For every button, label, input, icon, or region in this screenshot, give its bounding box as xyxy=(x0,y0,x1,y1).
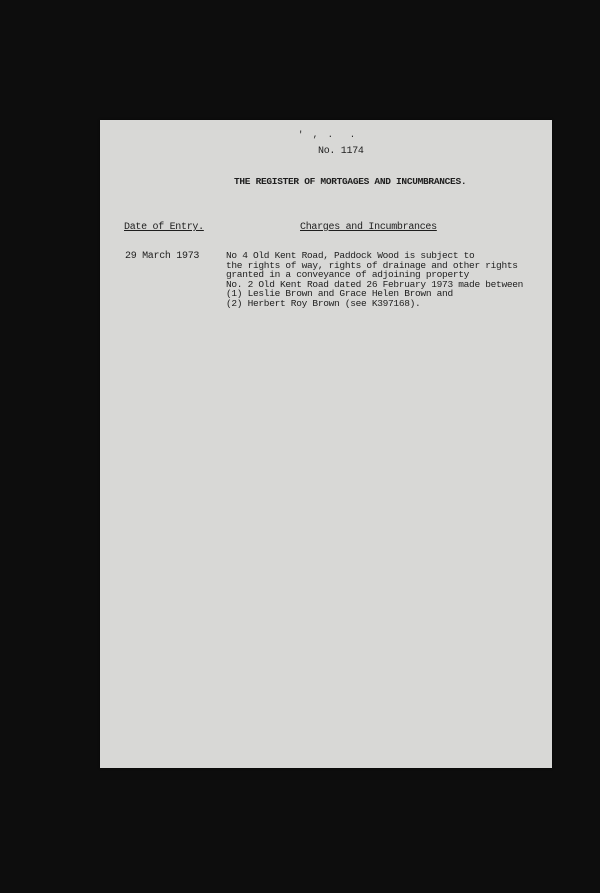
entry-line: the rights of way, rights of drainage and other rights xyxy=(226,259,518,271)
charges-column-header: Charges and Incumbrances xyxy=(300,222,437,233)
entry-line: (2) Herbert Roy Brown (see K397168). xyxy=(226,297,421,309)
reference-number: No. 1174 xyxy=(318,146,364,157)
page-title: THE REGISTER OF MORTGAGES AND INCUMBRANCES. xyxy=(234,176,467,187)
entry-line: granted in a conveyance of adjoining property xyxy=(226,269,470,280)
register-page xyxy=(100,120,552,768)
date-column-header: Date of Entry. xyxy=(124,222,204,233)
entry-line: (1) Leslie Brown and Grace Helen Brown and xyxy=(226,288,453,299)
entry-charge-text xyxy=(226,251,523,308)
entry-line: No. 2 Old Kent Road dated 26 February 1973 made between xyxy=(226,278,524,290)
entry-line: No 4 Old Kent Road, Paddock Wood is subject to xyxy=(226,250,475,261)
stray-marks: ' , . . xyxy=(298,130,358,140)
entry-date: 29 March 1973 xyxy=(125,251,200,262)
